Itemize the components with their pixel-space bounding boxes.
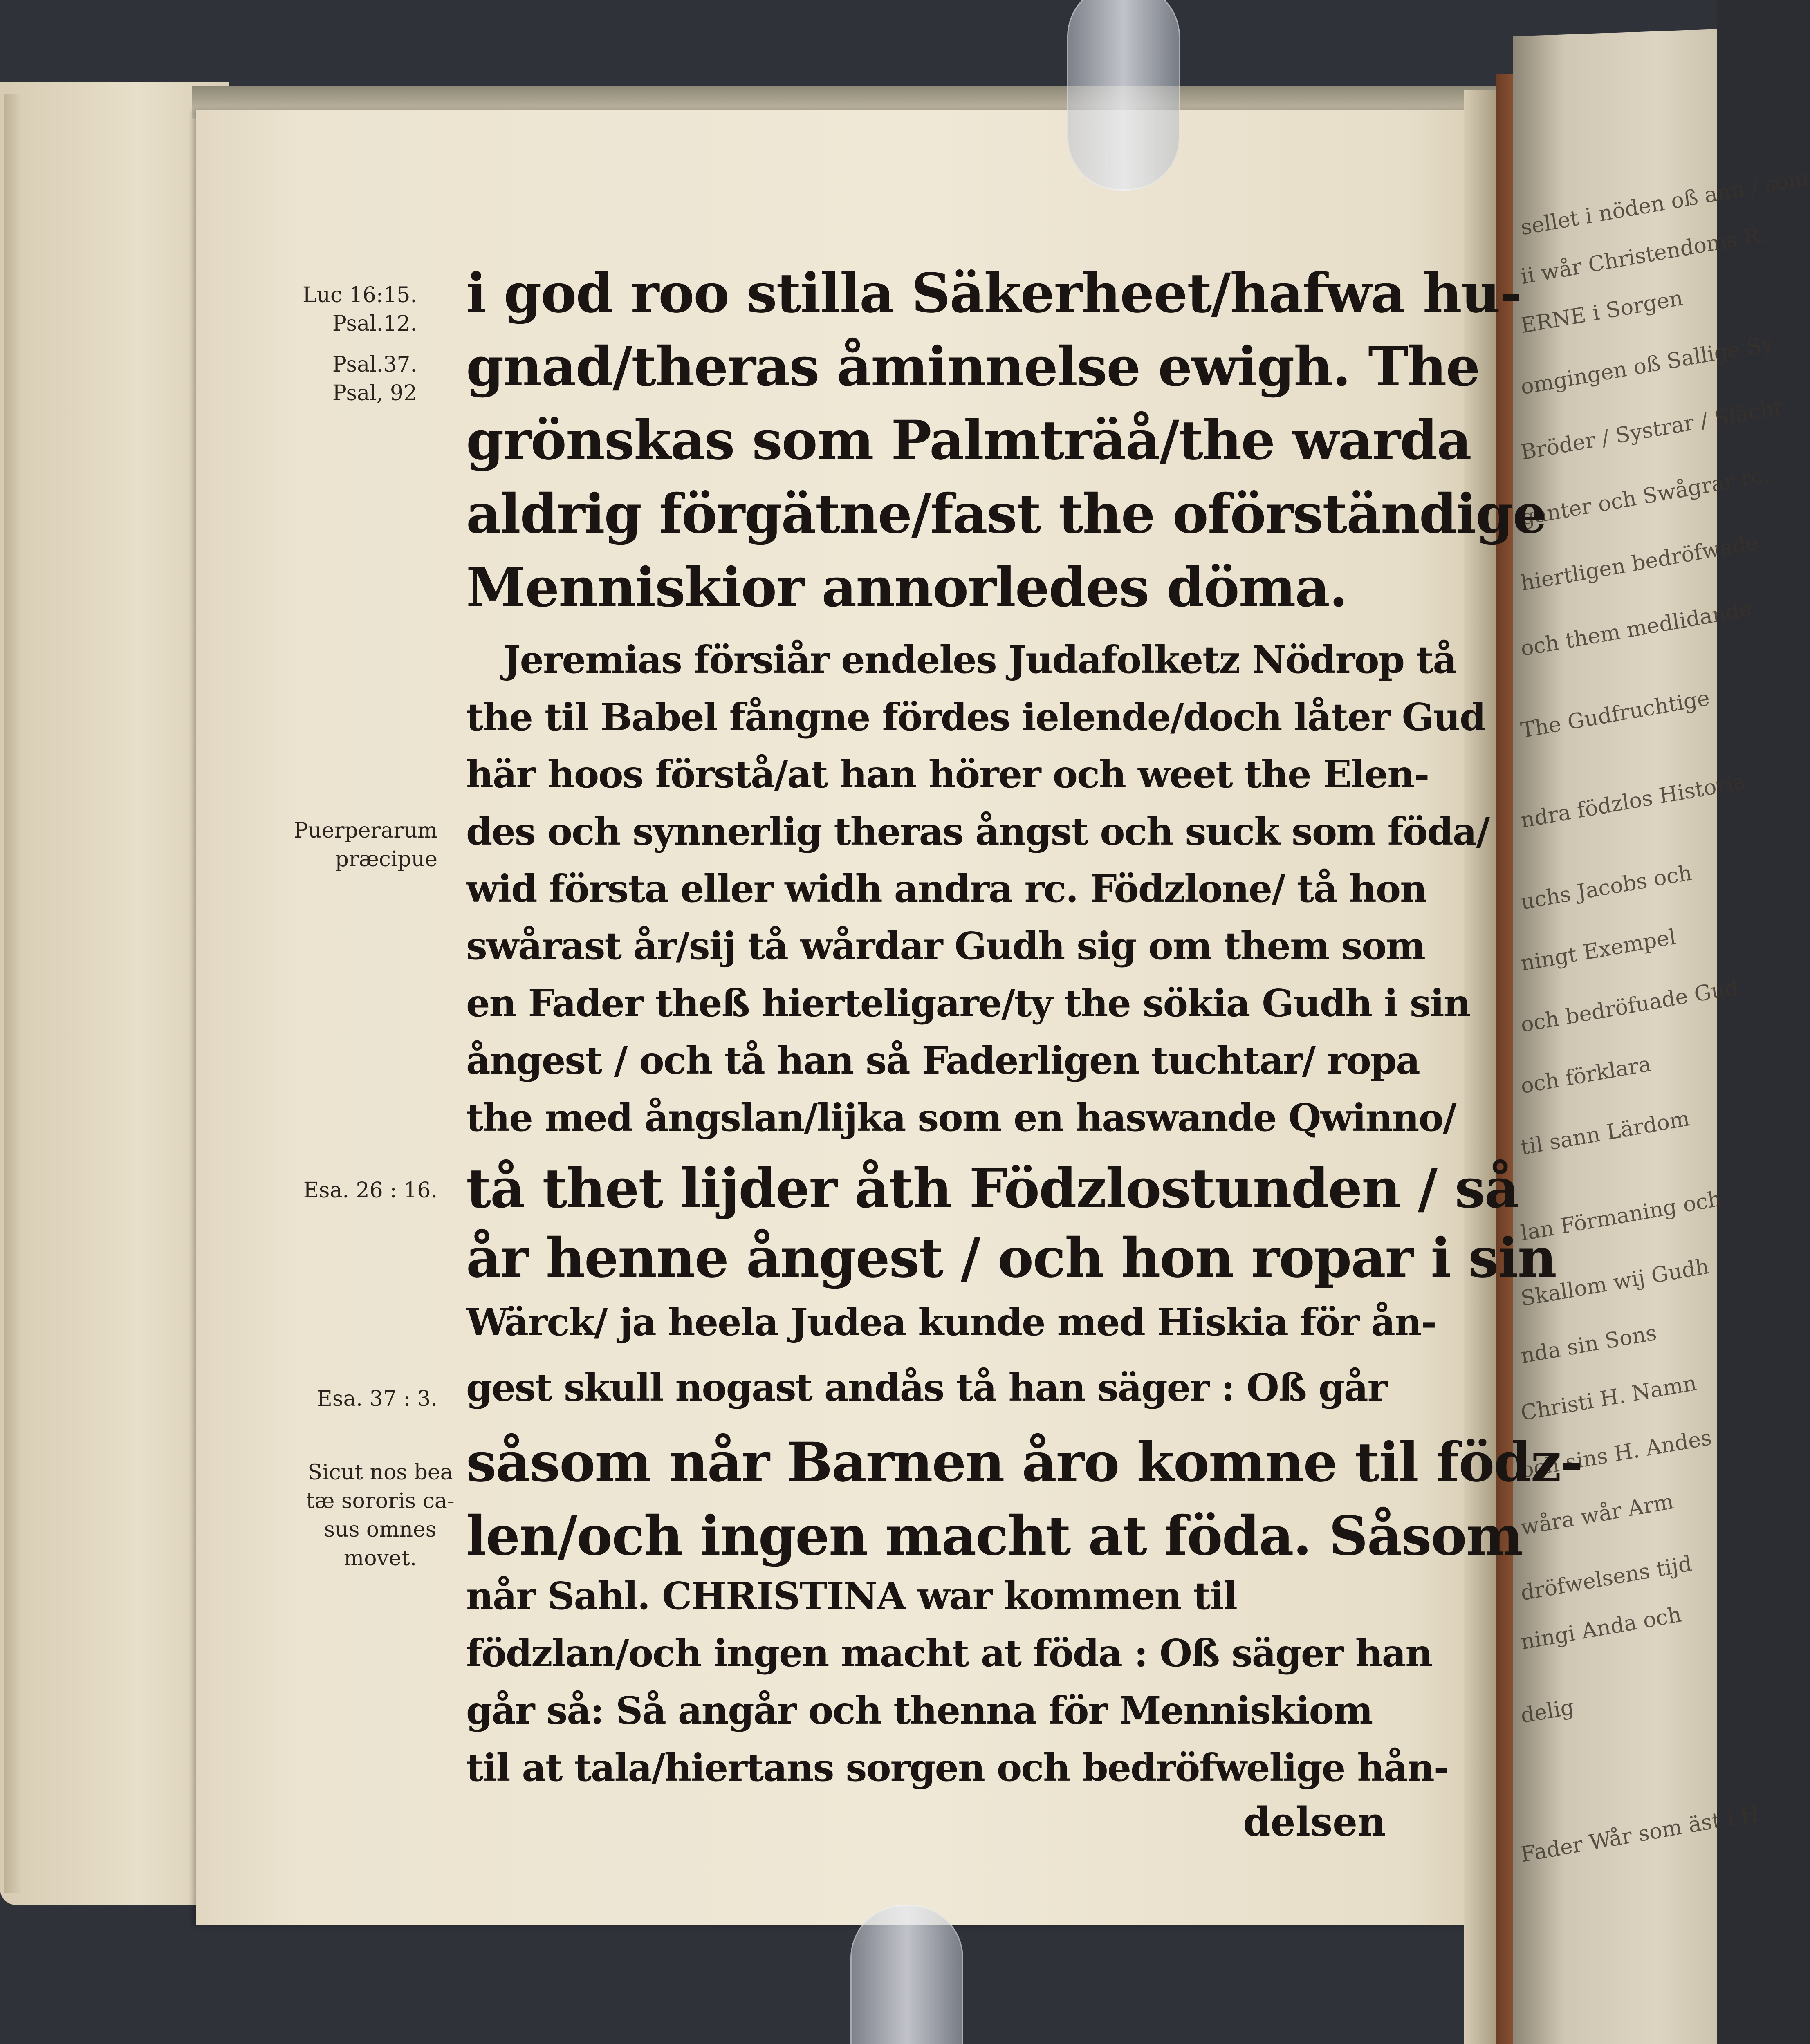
right-page-line: til sann Lärdom [1519,1106,1691,1160]
text-line: gest skull nogast andås tå han säger : Oß går [466,1365,1387,1410]
right-page-line: delig [1519,1694,1576,1728]
right-page-line: ndra födzlos Historia [1519,769,1747,833]
page-clip-bottom [850,1905,963,2044]
right-page-line: Bröder / Systrar / Slächt [1519,395,1784,465]
text-line: des och synnerlig theras ångst och suck som föda/ [466,809,1489,854]
right-page-line: och förklara [1519,1051,1653,1099]
text-line: swårast år/sij tå wårdar Gudh sig om them som [466,924,1425,968]
text-line: wid första eller widh andra rc. Födzlone/ tå hon [466,867,1427,911]
right-page-line: dröfwelsens tijd [1519,1551,1693,1606]
text-line: tå thet lijder åth Födzlostunden / så [466,1157,1518,1220]
book-page-right [1513,29,1810,2044]
right-page-line: ERNE i Sorgen [1519,286,1684,338]
text-line: når Sahl. CHRISTINA war kommen til [466,1574,1237,1618]
margin-note-praecipue: præcipue [335,847,437,872]
text-line: gnad/theras åminnelse ewigh. The [466,335,1480,399]
right-page-line: ganter och Swågrar rc. [1519,462,1771,531]
text-line: the med ångslan/lijka som en haswande Qwinno/ [466,1096,1456,1140]
text-line: såsom når Barnen åro komne til födz- [466,1431,1582,1494]
right-page-line: uchs Jacobs och [1519,861,1694,915]
page-clip-top [1067,0,1180,191]
right-page-line: och them medlidande [1519,596,1754,661]
text-line: the til Babel fångne fördes ielende/doch låter Gud [466,695,1485,739]
text-line: år henne ångest / och hon ropar i sin [466,1226,1556,1290]
margin-note-puerperarum: Puerperarum [294,818,437,843]
margin-note-sicut: tæ sororis ca- [306,1489,455,1513]
right-page-line: ningi Anda och [1519,1602,1683,1655]
text-line: Menniskior annorledes döma. [466,556,1347,619]
right-page-line: wåra wår Arm [1519,1489,1675,1540]
right-page-line: Christi H. Namn [1519,1371,1698,1426]
margin-ref-esaias: Esa. 37 : 3. [316,1387,437,1411]
right-page-line: omgingen oß Sallige Sy [1519,331,1775,400]
left-page-edges [4,94,20,1893]
right-page-line: nda sin Sons [1519,1320,1658,1369]
catchword: delsen [1243,1799,1386,1845]
text-line: går så: Så angår och thenna för Menniskiom [466,1688,1373,1732]
margin-ref-luke: Luc 16:15. [302,283,417,307]
margin-ref-psalm: Psal, 92 [332,381,417,406]
text-line: Wärck/ ja heela Judea kunde med Hiskia för ån- [466,1300,1436,1344]
right-page-line: Skallom wij Gudh [1519,1254,1711,1311]
text-line: födzlan/och ingen macht at föda : Oß säger han [466,1631,1432,1675]
margin-ref-psalm: Psal.37. [332,352,417,377]
text-line: aldrig förgätne/fast the oförständige [466,482,1546,546]
right-page-line: Fader Wår som äst i H [1519,1801,1761,1867]
text-line: grönskas som Palmträå/the warda [466,409,1471,472]
margin-ref-esaias: Esa. 26 : 16. [303,1178,437,1203]
right-page-line: lan Förmaning och [1519,1186,1723,1246]
text-line: ångest / och tå han så Faderligen tuchtar/ ropa [466,1038,1420,1083]
margin-note-sicut: movet. [343,1546,417,1571]
text-line: i god roo stilla Säkerheet/hafwa hu- [466,262,1521,325]
text-line: här hoos förstå/at han hörer och weet the Elen- [466,752,1429,796]
right-page-line: och sins H. Andes [1519,1425,1714,1483]
margin-ref-psalm: Psal.12. [332,312,417,336]
right-page-line: sellet i nöden oß ann / som [1519,166,1810,240]
right-page-line: ii wår Christendoms R. [1519,222,1768,289]
text-line: len/och ingen macht at föda. Såsom [466,1504,1523,1568]
right-page-line: The Gudfruchtige [1519,686,1711,743]
right-page-line: ningt Exempel [1519,925,1678,976]
text-line: til at tala/hiertans sorgen och bedröfwelige hån- [466,1746,1449,1790]
margin-note-sicut: Sicut nos bea [307,1460,453,1485]
left-page-stack [0,82,229,1905]
text-line: en Fader theß hierteligare/ty the sökia Gudh i sin [466,981,1470,1025]
right-page-line: och bedröfuade Gud [1519,975,1740,1038]
right-page-line: hiertligen bedröfwade [1519,530,1760,596]
text-line: Jeremias försiår endeles Judafolketz Nödrop tå [503,638,1457,682]
margin-note-sicut: sus omnes [324,1517,437,1542]
